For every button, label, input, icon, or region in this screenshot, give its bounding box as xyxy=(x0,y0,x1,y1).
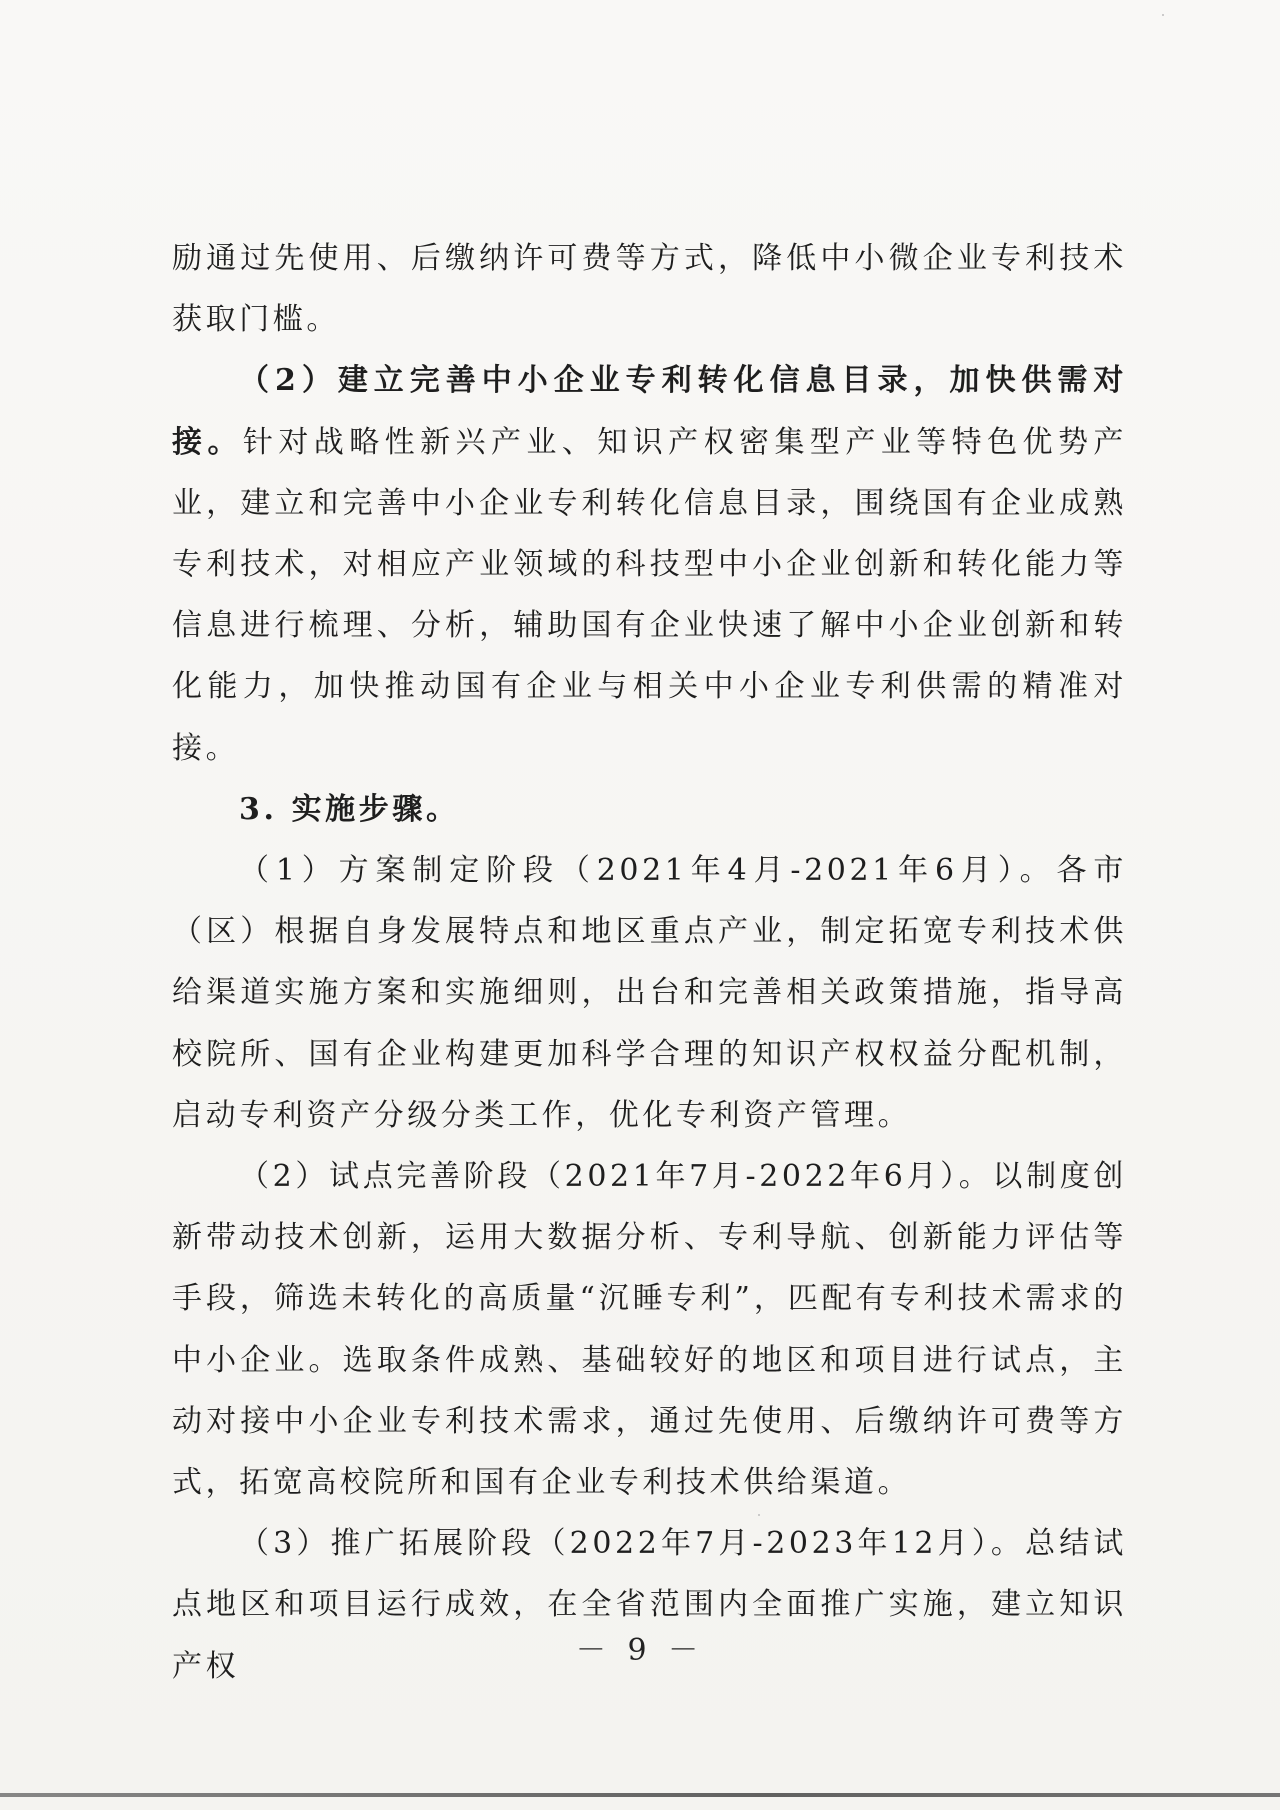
paragraph-text: 励通过先使用、后缴纳许可费等方式，降低中小微企业专利技术获取门槛。 xyxy=(172,241,1127,338)
paragraph-stage-2 xyxy=(172,1146,1127,1513)
section-heading-steps xyxy=(172,779,1127,840)
paragraph-continuation xyxy=(172,228,1127,350)
scan-speck xyxy=(1162,14,1164,16)
paragraph-text: （1）方案制定阶段（2021年4月-2021年6月）。各市（区）根据自身发展特点和地区重点产业，制定拓宽专利技术供给渠道实施方案和实施细则，出台和完善相关政策措施，指导高校院所、国有企业构建更加科学合理的知识产权权益分配机制，启动专利资产分级分类工作，优化专利资产管理。 xyxy=(172,853,1127,1133)
paragraph-text: （2）试点完善阶段（2021年7月-2022年6月）。以制度创新带动技术创新，运用大数据分析、专利导航、创新能力评估等手段，筛选未转化的高质量“沉睡专利”，匹配有专利技术需求的中小企业。选取条件成熟、基础较好的地区和项目进行试点，主动对接中小企业专利技术需求，通过先使用、后缴纳许可费等方式，拓宽高校院所和国有企业专利技术供给渠道。 xyxy=(172,1159,1127,1501)
scan-edge-line xyxy=(0,1793,1280,1797)
page-number: － 9 － xyxy=(575,1633,705,1668)
document-body xyxy=(172,228,1127,1697)
paragraph-directory xyxy=(172,350,1127,778)
paragraph-heading: （2）建立完善中小企业专利转化信息目录，加快供需对接。 xyxy=(172,363,1127,460)
paragraph-text: （3）推广拓展阶段（2022年7月-2023年12月）。总结试点地区和项目运行成效，在全省范围内全面推广实施，建立知识产权 xyxy=(172,1526,1127,1684)
paragraph-stage-3 xyxy=(172,1513,1127,1697)
scan-speck xyxy=(758,1514,760,1516)
paragraph-stage-1 xyxy=(172,840,1127,1146)
paragraph-text: 针对战略性新兴产业、知识产权密集型产业等特色优势产业，建立和完善中小企业专利转化信息目录，围绕国有企业成熟专利技术，对相应产业领域的科技型中小企业创新和转化能力等信息进行梳理、分析，辅助国有企业快速了解中小企业创新和转化能力，加快推动国有企业与相关中小企业专利供需的精准对接。 xyxy=(172,424,1128,766)
section-heading: 3. 实施步骤。 xyxy=(239,791,460,827)
